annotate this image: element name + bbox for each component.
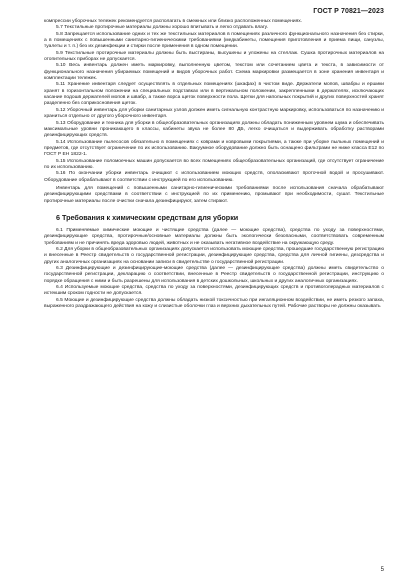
- section-heading: 6 Требования к химическим средствам для уборки: [56, 212, 239, 222]
- paragraph: 5.12 Уборочный инвентарь для уборки санитарных узлов должен иметь сигнальную контрастную маркировку, использоваться по назначению и храниться отдельно от другого уборочного инвентаря.: [44, 107, 384, 120]
- paragraph: 5.15 Использование поломоечных машин допускается во всех помещениях общеобразовательных организаций, где отсутствует ограничение по их использованию.: [44, 158, 384, 170]
- paragraph: 6.2 Для уборки в общеобразовательных организациях допускается использовать моющие средства, прошедшие государственную регистрацию и внесенные в Реестр свидетельств о государственной регистрации, дезинфицирующие средства, средства для личной гигиены, дезсредства и других аналогичных организациях на основании записи в свидетельстве о государственной регистрации.: [44, 247, 384, 265]
- standard-designation: ГОСТ Р 70821—2023: [313, 8, 384, 15]
- paragraph: 5.7 Текстильные протирочные материалы должны хорошо впитывать и легко отдавать влагу.: [56, 25, 269, 31]
- paragraph: 5.10 Весь инвентарь должен иметь маркировку, выполненную цветом, текстом или сочетанием цвета и текста, в зависимости от функционального назначения убираемых помещений и видов уборочных работ. Схема маркировки размещается в зоне хранения инвентаря и комплектации тележек.: [44, 63, 384, 82]
- paragraph: 6.3 Дезинфицирующие и дезинфицирующие-моющие средства (далее — дезинфицирующие средства) должны иметь свидетельство о государственной регистрации, декларацию о соответствии, внесенные в Реестр свидетельств о государственной регистрации, инструкцию о порядке обращения с ними и быть разрешены для использования в детских дошкольных, школьных и других аналогичных организациях.: [44, 266, 384, 284]
- paragraph: 6.5 Моющие и дезинфицирующие средства должны обладать низкой токсичностью при ингаляционном воздействии, не иметь резкого запаха, выраженного раздражающего действия на кожу и слизистые оболочки глаз и верхних дыхательных путей. Рабочие растворы не должны оказывать: [44, 297, 384, 310]
- paragraph: 5.16 По окончании уборки инвентарь очищают с использованием моющих средств, ополаскивают проточной водой и просушивают. Оборудование обрабатывают в соответствии с инструкцией по его использованию.: [44, 171, 384, 183]
- paragraph: 5.14 Использование пылесосов обязательно в помещениях с коврами и ковровыми покрытиями, а также при уборке пыльных помещений и предметов, где отсутствует ограничение по их использованию. Вакуумное оборудование должно быть оснащено фильтрами не ниже класса E12 по ГОСТ Р ЕН 1822-1.: [44, 139, 384, 158]
- paragraph: 5.11 Хранение инвентаря следует осуществлять в отдельных помещениях (шкафах) в чистом виде. Держатели мопов, швабры и ершики хранят в горизонтальном положении на специальных подставках или в вертикальном положении, закрепленными в держателях, исключающих касание подошв держателей мопов и швабр, а также ворса щеток поверхности пола. Щетки для напольных покрытий и других поверхностей хранят разделенно без соприкосновения щеток.: [44, 82, 384, 107]
- paragraph: 6.1 Применяемые химические моющие и чистящие средства (далее — моющие средства), средства по уходу за поверхностями, дезинфицирующие средства, протирочные/основные материалы должны быть экологически безопасными, соответствовать современным требованиям и не причинять вреда здоровью людей, животных и не оказывать негативное воздействие на окружающую среду.: [44, 227, 384, 246]
- paragraph: 6.4 Используемые моющие средства, средства по уходу за поверхностями, дезинфицирующих средств и противоголерадных материалов с истекшим сроком годности не допускается.: [44, 285, 384, 297]
- paragraph: Инвентарь для помещений с повышенными санитарно-гигиеническими требованиями после использования сначала обрабатывают дезинфицирующими средствами в соответствии с инструкцией по их применению, промывают при необходимости, сушат. Текстильные протирочные материалы после очистки сначала дезинфицируют, затем стирают.: [44, 185, 384, 204]
- paragraph: компрессии уборочных тележек рекомендуется располагать в смежных или близко расположенных помещениях.: [44, 19, 303, 24]
- paragraph: 5.8 Запрещается использование одних и тех же текстильных материалов в помещениях различного функционального назначения без стирки, а в помещениях с повышенными санитарно-гигиеническими требованиями (медкабинеты, помещения приготовления и приема пищи, санузлы, туалеты и т. п.) без их дезинфекции и стирки после применения в одном помещении.: [44, 31, 384, 50]
- paragraph: 5.13 Оборудование и техника для уборки в общеобразовательных организациях должны обладать пониженным уровнем шума и обеспечивать максимальные уровни проникающего в классы, кабинеты звука не более 80 ДБ, легко очищаться и выдерживать обработку растворами дезинфицирующих средств.: [44, 120, 384, 139]
- paragraph: 5.9 Текстильные протирочные материалы должны быть выстираны, высушены и уложены на стеллаж. Сушка протирочных материалов на отопительных приборах не допускается.: [44, 50, 384, 63]
- body-text-top: [44, 19, 384, 205]
- page-number: 5: [380, 567, 384, 573]
- body-text-bottom: [44, 228, 384, 310]
